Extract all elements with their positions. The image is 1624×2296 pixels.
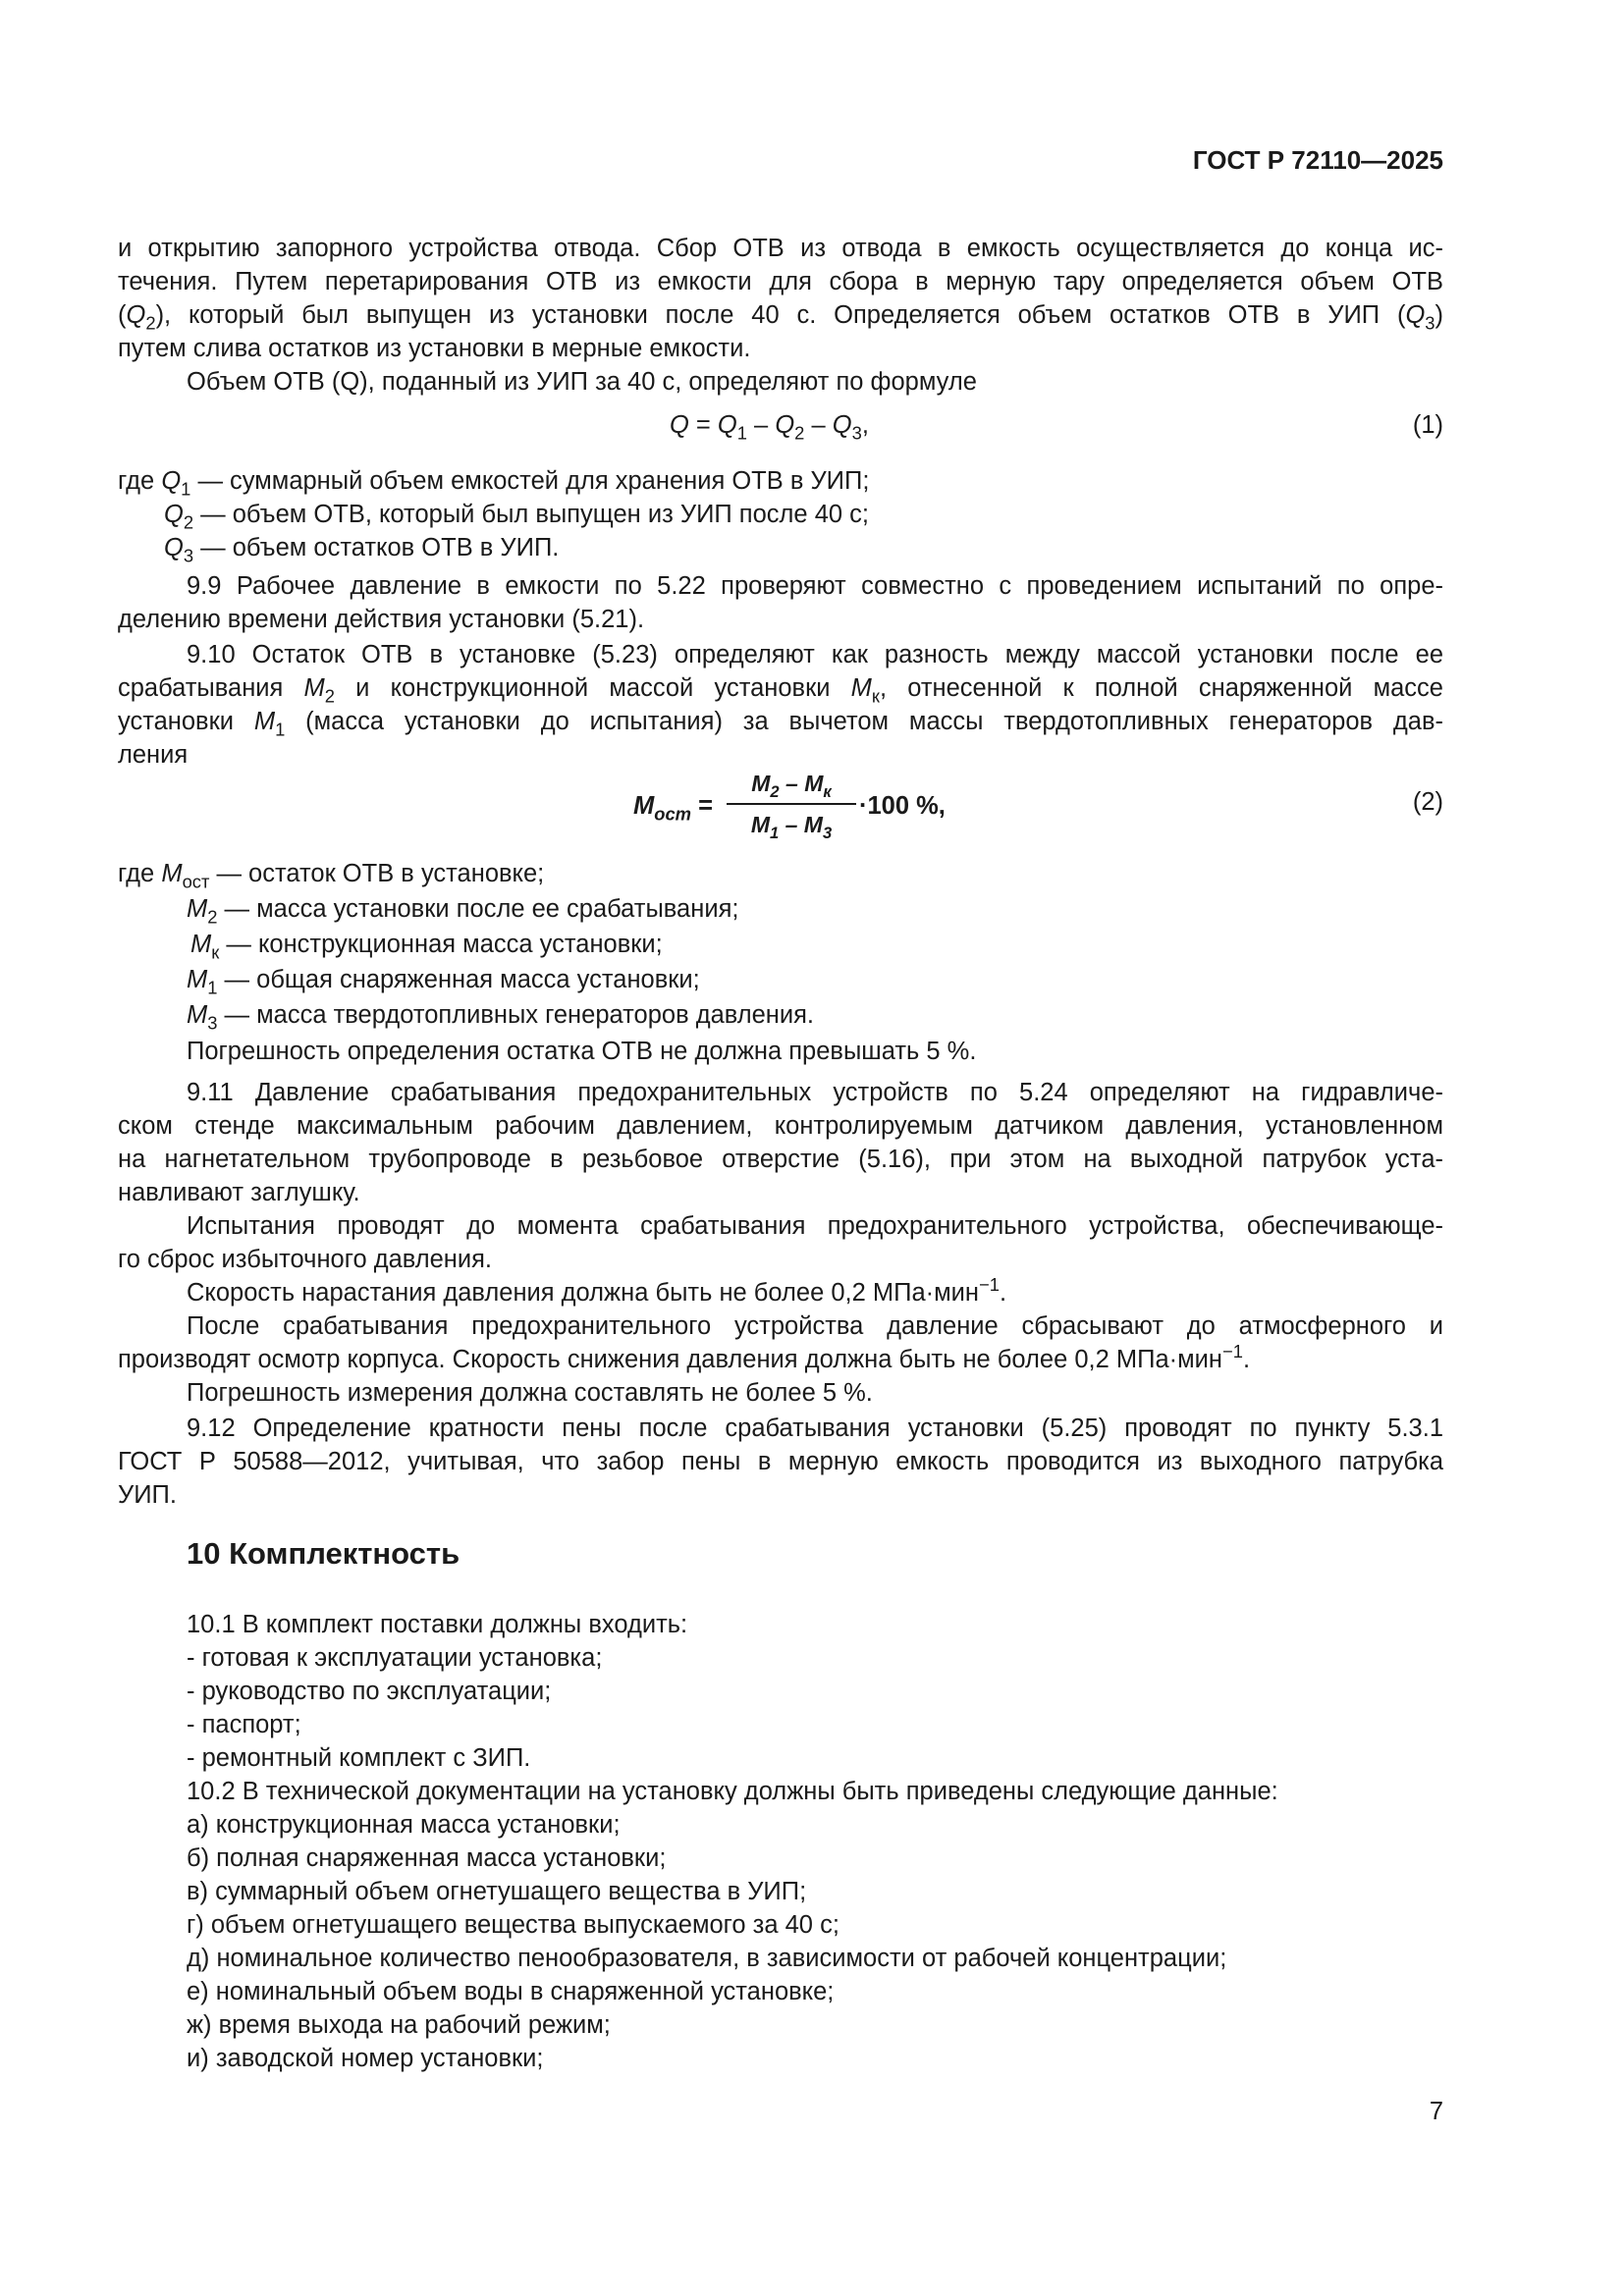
text-line: 10.1 В комплект поставки должны входить: xyxy=(187,1611,688,1638)
formula-2-number: (2) xyxy=(1412,788,1443,816)
fraction-bar xyxy=(727,803,856,805)
text-line: установки $M_1$ (масса установки до испытания) за вычетом массы твердотопливных генераторов дав- xyxy=(118,708,1443,740)
text-line: Погрешность определения остатка ОТВ не должна превышать 5 %. xyxy=(187,1038,977,1065)
formula-2-tail: ·100 %, xyxy=(859,792,946,820)
formula-2 xyxy=(633,768,947,844)
text-line: ском стенде максимальным рабочим давлением, контролируемым датчиком давления, установленном xyxy=(118,1112,1443,1140)
text-line: и открытию запорного устройства отвода. Сбор ОТВ из отвода в емкость осуществляется до конца ис- xyxy=(118,235,1443,262)
list-item: ж) время выхода на рабочий режим; xyxy=(187,2011,611,2039)
legend-line: $Q_3$ — объем остатков ОТВ в УИП. xyxy=(164,534,560,566)
text-line: Скорость нарастания давления должна быть не более 0,2 МПа·мин$^{-1}$. xyxy=(187,1273,1007,1307)
text-line: 9.12 Определение кратности пены после срабатывания установки (5.25) проводят по пункту 5.3.1 xyxy=(187,1415,1443,1442)
formula-1-number: (1) xyxy=(1412,411,1443,439)
section-heading: 10 Комплектность xyxy=(187,1536,460,1571)
list-item: - ремонтный комплект с ЗИП. xyxy=(187,1744,531,1772)
text-line: делению времени действия установки (5.21). xyxy=(118,606,645,633)
text-line: на нагнетательном трубопроводе в резьбовое отверстие (5.16), при этом на выходной патрубок уста- xyxy=(118,1146,1443,1173)
legend-line: $Q_2$ — объем ОТВ, который был выпущен из УИП после 40 с; xyxy=(164,501,869,533)
text-line: УИП. xyxy=(118,1481,177,1509)
formula-2-numerator: $M_2 - M_к$ xyxy=(751,771,832,801)
text-line: го сброс избыточного давления. xyxy=(118,1246,493,1273)
list-item: г) объем огнетушащего вещества выпускаемого за 40 с; xyxy=(187,1911,839,1939)
formula-1: $Q = Q_1 - Q_2 - Q_3$, xyxy=(670,411,869,444)
legend-line: $M_к$ — конструкционная масса установки; xyxy=(190,931,663,963)
text-line: Погрешность измерения должна составлять не более 5 %. xyxy=(187,1379,873,1407)
text-line: $(Q_2)$, который был выпущен из установки после 40 с. Определяется объем остатков ОТВ в УИП $(Q_3)$ xyxy=(118,301,1443,334)
list-item: д) номинальное количество пенообразователя, в зависимости от рабочей концентрации; xyxy=(187,1945,1227,1972)
legend-line: $M_2$ — масса установки после ее срабатывания; xyxy=(187,895,739,928)
text-line: срабатывания $M_2$ и конструкционной массой установки $M_к$, отнесенной к полной снаряженной массе xyxy=(118,674,1443,707)
legend-line: где $Q_1$ — суммарный объем емкостей для хранения ОТВ в УИП; xyxy=(118,467,870,500)
text-line: Испытания проводят до момента срабатывания предохранительного устройства, обеспечивающе- xyxy=(187,1212,1443,1240)
formula-2-lhs: $M_{ост}$ = xyxy=(633,792,713,825)
legend-line: $M_3$ — масса твердотопливных генераторов давления. xyxy=(187,1001,814,1034)
list-item: - готовая к эксплуатации установка; xyxy=(187,1644,603,1672)
text-line: путем слива остатков из установки в мерные емкости. xyxy=(118,335,751,362)
legend-line: $M_1$ — общая снаряженная масса установки; xyxy=(187,966,700,998)
list-item: в) суммарный объем огнетушащего вещества в УИП; xyxy=(187,1878,807,1905)
formula-2-fraction xyxy=(727,768,856,840)
formula-intro: Объем ОТВ (Q), поданный из УИП за 40 с, определяют по формуле xyxy=(187,368,977,396)
list-item: и) заводской номер установки; xyxy=(187,2045,544,2072)
list-item: б) полная снаряженная масса установки; xyxy=(187,1844,667,1872)
text-line: течения. Путем перетарирования ОТВ из емкости для сбора в мерную тару определяется объем ОТВ xyxy=(118,268,1443,295)
text-line: 10.2 В технической документации на установку должны быть приведены следующие данные: xyxy=(187,1778,1278,1805)
text-line: 9.11 Давление срабатывания предохранительных устройств по 5.24 определяют на гидравличе- xyxy=(187,1079,1443,1106)
text-line: 9.9 Рабочее давление в емкости по 5.22 проверяют совместно с проведением испытаний по опре- xyxy=(187,572,1443,600)
text-line: навливают заглушку. xyxy=(118,1179,360,1206)
text-line: 9.10 Остаток ОТВ в установке (5.23) определяют как разность между массой установки после ее xyxy=(187,641,1443,668)
formula-2-denominator: $M_1 - M_3$ xyxy=(750,812,833,842)
text-line: ления xyxy=(118,741,189,769)
list-item: е) номинальный объем воды в снаряженной установке; xyxy=(187,1978,835,2005)
legend-line: где $M_{ост}$ — остаток ОТВ в установке; xyxy=(118,860,545,892)
text-line: После срабатывания предохранительного устройства давление сбрасывают до атмосферного и xyxy=(187,1312,1443,1340)
document-number: ГОСТ Р 72110—2025 xyxy=(1192,145,1443,175)
text-line: ГОСТ Р 50588—2012, учитывая, что забор пены в мерную емкость проводится из выходного патрубка xyxy=(118,1448,1443,1475)
list-item: а) конструкционная масса установки; xyxy=(187,1811,621,1839)
list-item: - паспорт; xyxy=(187,1711,301,1738)
text-line: производят осмотр корпуса. Скорость снижения давления должна быть не более 0,2 МПа·мин$^{-1}$. xyxy=(118,1340,1251,1373)
list-item: - руководство по эксплуатации; xyxy=(187,1678,552,1705)
page-number: 7 xyxy=(1429,2098,1443,2125)
